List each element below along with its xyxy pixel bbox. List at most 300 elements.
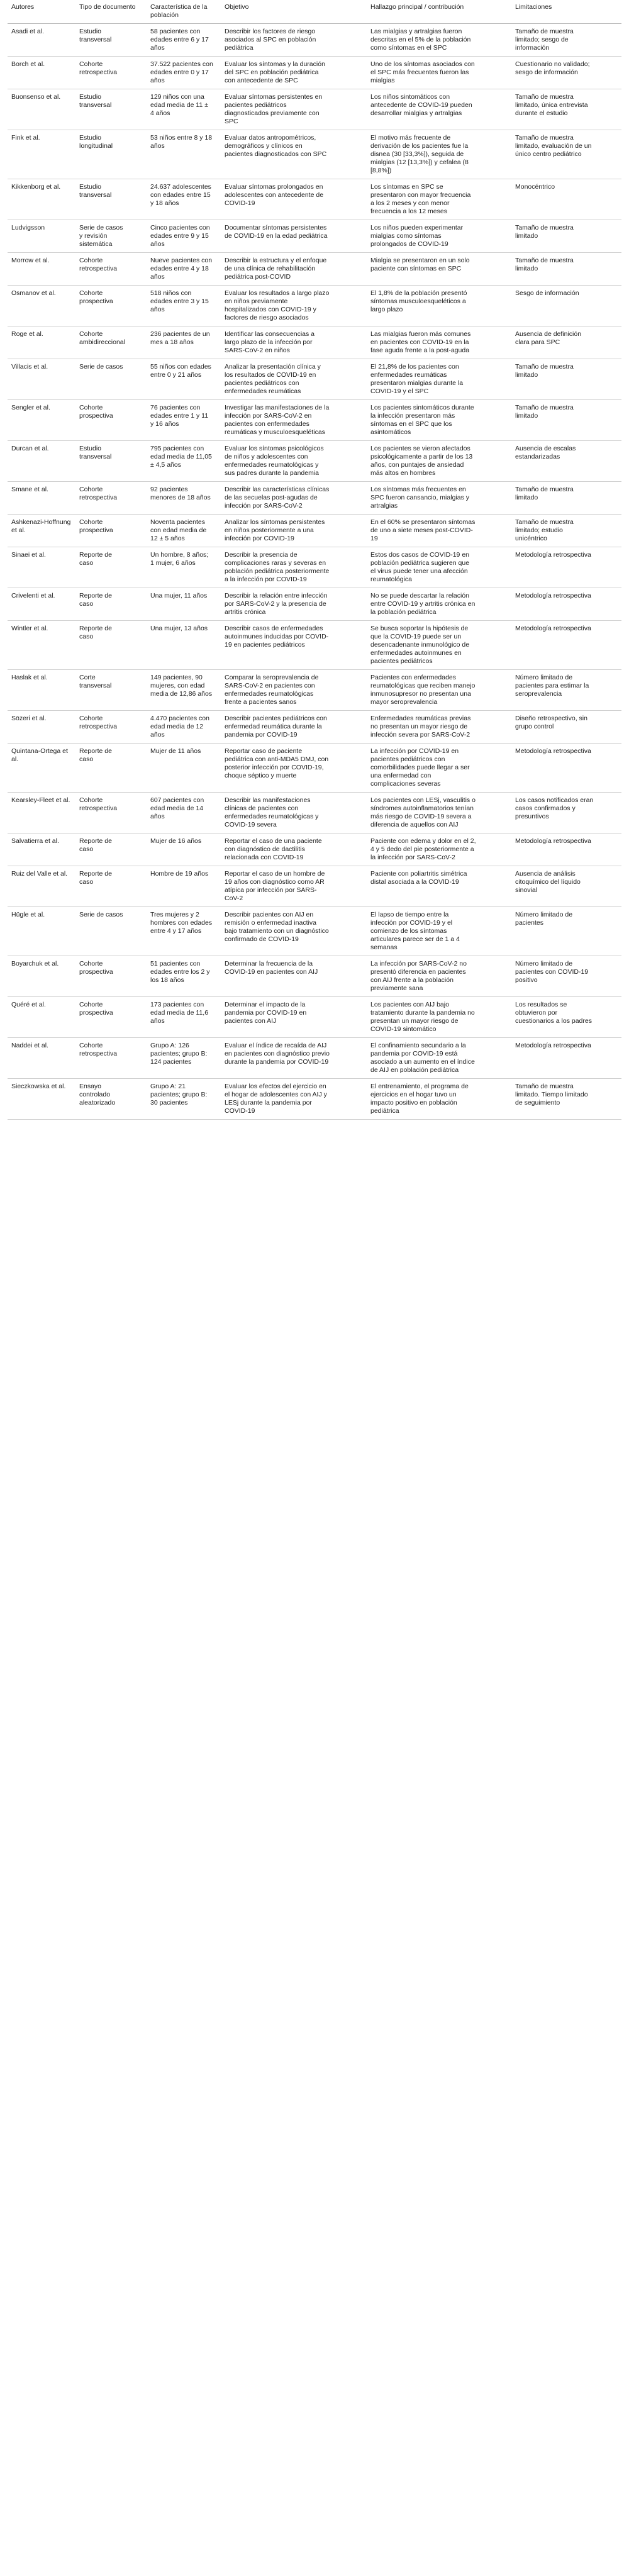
cell-autores xyxy=(8,956,75,997)
cell-poblacion xyxy=(147,744,221,793)
cell-limitaciones xyxy=(511,286,621,326)
cell-autores xyxy=(8,907,75,956)
cell-tipo-documento-text: Cohorte prospectiva xyxy=(79,404,113,420)
table-row xyxy=(8,130,621,179)
cell-limitaciones xyxy=(511,744,621,793)
table-row xyxy=(8,711,621,744)
table-row xyxy=(8,1079,621,1120)
cell-objetivo-text: Determinar el impacto de la pandemia por COVID-19 en pacientes con AIJ xyxy=(225,1001,307,1025)
table-row xyxy=(8,547,621,588)
cell-tipo-documento-text: Reporte de caso xyxy=(79,551,112,567)
cell-tipo-documento xyxy=(75,400,147,441)
header-caracteristica-poblacion: Característica de la población xyxy=(147,0,221,24)
cell-tipo-documento xyxy=(75,441,147,482)
cell-poblacion-text: 55 niños con edades entre 0 y 21 años xyxy=(150,363,211,379)
cell-poblacion-text: 58 pacientes con edades entre 6 y 17 años xyxy=(150,28,209,52)
cell-tipo-documento-text: Cohorte prospectiva xyxy=(79,960,113,976)
cell-poblacion-text: 51 pacientes con edades entre los 2 y los 18 años xyxy=(150,960,210,984)
cell-tipo-documento xyxy=(75,515,147,547)
cell-tipo-documento xyxy=(75,57,147,89)
cell-objetivo-text: Identificar las consecuencias a largo plazo de la infección por SARS-CoV-2 en niños xyxy=(225,330,314,354)
cell-autores-text: Ashkenazi-Hoffnung et al. xyxy=(11,518,71,534)
cell-limitaciones xyxy=(511,1079,621,1120)
cell-hallazgo xyxy=(367,24,511,57)
table-body xyxy=(8,24,621,1120)
table-row xyxy=(8,866,621,907)
cell-objetivo xyxy=(221,621,367,670)
cell-limitaciones xyxy=(511,547,621,588)
cell-tipo-documento-text: Ensayo controlado aleatorizado xyxy=(79,1083,116,1107)
cell-hallazgo xyxy=(367,286,511,326)
cell-objetivo-text: Documentar síntomas persistentes de COVID-19 en la edad pediátrica xyxy=(225,224,328,240)
table-row xyxy=(8,359,621,400)
cell-poblacion-text: 607 pacientes con edad media de 14 años xyxy=(150,796,204,820)
cell-objetivo-text: Investigar las manifestaciones de la infección por SARS-CoV-2 en pacientes con enfermedades reumáticas y musculoesqueléticas xyxy=(225,404,330,436)
cell-tipo-documento xyxy=(75,89,147,130)
cell-poblacion-text: 173 pacientes con edad media de 11,6 años xyxy=(150,1001,209,1025)
cell-tipo-documento-text: Cohorte retrospectiva xyxy=(79,715,118,730)
cell-hallazgo-text: Se busca soportar la hipótesis de que la COVID-19 puede ser un desencadenante inmunológico de enfermedades autoinmunes en pacientes pediátricos xyxy=(370,625,470,665)
cell-limitaciones xyxy=(511,711,621,744)
cell-tipo-documento xyxy=(75,711,147,744)
cell-limitaciones xyxy=(511,1038,621,1079)
cell-autores xyxy=(8,711,75,744)
cell-limitaciones xyxy=(511,57,621,89)
cell-objetivo xyxy=(221,220,367,253)
cell-tipo-documento-text: Estudio transversal xyxy=(79,445,112,460)
cell-objetivo xyxy=(221,326,367,359)
cell-objetivo xyxy=(221,547,367,588)
cell-hallazgo-text: En el 60% se presentaron síntomas de uno a siete meses post-COVID-19 xyxy=(370,518,476,542)
cell-poblacion xyxy=(147,130,221,179)
cell-tipo-documento-text: Cohorte prospectiva xyxy=(79,289,113,305)
cell-tipo-documento xyxy=(75,670,147,711)
header-objetivo: Objetivo xyxy=(221,0,367,24)
cell-objetivo xyxy=(221,179,367,220)
cell-tipo-documento xyxy=(75,834,147,866)
cell-autores xyxy=(8,326,75,359)
cell-autores xyxy=(8,179,75,220)
cell-tipo-documento xyxy=(75,793,147,834)
table-row xyxy=(8,286,621,326)
cell-limitaciones xyxy=(511,907,621,956)
cell-hallazgo xyxy=(367,956,511,997)
cell-autores xyxy=(8,24,75,57)
cell-hallazgo-text: Uno de los síntomas asociados con el SPC más frecuentes fueron las mialgias xyxy=(370,60,475,84)
cell-hallazgo-text: La infección por SARS-CoV-2 no presentó diferencia en pacientes con AIJ frente a la población previamente sana xyxy=(370,960,467,992)
header-row xyxy=(8,0,621,24)
table-row xyxy=(8,1038,621,1079)
cell-hallazgo xyxy=(367,1079,511,1120)
cell-limitaciones xyxy=(511,400,621,441)
cell-autores-text: Salvatierra et al. xyxy=(11,837,59,845)
cell-hallazgo xyxy=(367,793,511,834)
cell-hallazgo xyxy=(367,621,511,670)
cell-objetivo-text: Describir la relación entre infección por SARS-CoV-2 y la presencia de artritis crónica xyxy=(225,592,328,616)
cell-objetivo xyxy=(221,130,367,179)
cell-limitaciones-text: Tamaño de muestra limitado, evaluación de un único centro pediátrico xyxy=(515,134,592,158)
cell-autores xyxy=(8,441,75,482)
cell-objetivo-text: Evaluar los efectos del ejercicio en el hogar de adolescentes con AIJ y LESj durante la pandemia por COVID-19 xyxy=(225,1083,327,1115)
header-tipo-documento: Tipo de documento xyxy=(75,0,147,24)
cell-poblacion xyxy=(147,441,221,482)
cell-autores xyxy=(8,670,75,711)
cell-hallazgo-text: Los pacientes sintomáticos durante la infección presentaron más síntomas en el SPC que los asintomáticos xyxy=(370,404,474,436)
cell-limitaciones-text: Los casos notificados eran casos confirmados y presuntivos xyxy=(515,796,594,820)
cell-poblacion xyxy=(147,220,221,253)
cell-poblacion-text: 795 pacientes con edad media de 11,05 ± 4,5 años xyxy=(150,445,212,469)
cell-tipo-documento-text: Cohorte retrospectiva xyxy=(79,796,118,812)
cell-autores-text: Quéré et al. xyxy=(11,1001,46,1008)
cell-limitaciones-text: Monocéntrico xyxy=(515,183,555,191)
table-row xyxy=(8,400,621,441)
cell-limitaciones xyxy=(511,834,621,866)
cell-autores xyxy=(8,1038,75,1079)
cell-autores-text: Smane et al. xyxy=(11,486,48,493)
cell-objetivo xyxy=(221,400,367,441)
cell-tipo-documento xyxy=(75,326,147,359)
cell-tipo-documento xyxy=(75,359,147,400)
cell-poblacion-text: 149 pacientes, 90 mujeres, con edad media de 12,86 años xyxy=(150,674,213,698)
cell-hallazgo xyxy=(367,744,511,793)
cell-limitaciones xyxy=(511,130,621,179)
table-row xyxy=(8,621,621,670)
cell-hallazgo xyxy=(367,670,511,711)
table-row xyxy=(8,89,621,130)
cell-poblacion-text: 76 pacientes con edades entre 1 y 11 y 16 años xyxy=(150,404,209,428)
cell-limitaciones-text: Tamaño de muestra limitado, única entrevista durante el estudio xyxy=(515,93,588,117)
cell-limitaciones-text: Metodología retrospectiva xyxy=(515,625,591,632)
cell-hallazgo xyxy=(367,547,511,588)
cell-objetivo-text: Evaluar los síntomas psicológicos de niños y adolescentes con enfermedades reumatológicas y sus padres durante la pandemia xyxy=(225,445,324,477)
cell-tipo-documento xyxy=(75,866,147,907)
cell-autores-text: Sözeri et al. xyxy=(11,715,47,722)
cell-poblacion-text: 129 niños con una edad media de 11 ± 4 años xyxy=(150,93,208,117)
cell-objetivo xyxy=(221,866,367,907)
cell-hallazgo-text: Los niños pueden experimentar mialgias como síntomas prolongados de COVID-19 xyxy=(370,224,464,248)
cell-limitaciones-text: Metodología retrospectiva xyxy=(515,551,591,559)
cell-limitaciones-text: Diseño retrospectivo, sin grupo control xyxy=(515,715,587,730)
cell-hallazgo-text: El entrenamiento, el programa de ejercicios en el hogar tuvo un impacto positivo en población pediátrica xyxy=(370,1083,469,1115)
cell-limitaciones xyxy=(511,866,621,907)
table-row xyxy=(8,441,621,482)
cell-limitaciones xyxy=(511,359,621,400)
table-row xyxy=(8,24,621,57)
cell-poblacion xyxy=(147,907,221,956)
cell-objetivo xyxy=(221,793,367,834)
cell-autores xyxy=(8,744,75,793)
cell-hallazgo-text: La infección por COVID-19 en pacientes pediátricos con comorbilidades puede llegar a ser una enfermedad con complicaciones severas xyxy=(370,747,470,788)
cell-tipo-documento-text: Cohorte retrospectiva xyxy=(79,1042,118,1057)
cell-objetivo xyxy=(221,515,367,547)
cell-poblacion xyxy=(147,956,221,997)
cell-limitaciones-text: Metodología retrospectiva xyxy=(515,1042,591,1049)
cell-hallazgo xyxy=(367,515,511,547)
cell-poblacion xyxy=(147,793,221,834)
table-row xyxy=(8,997,621,1038)
cell-limitaciones-text: Metodología retrospectiva xyxy=(515,837,591,845)
cell-autores xyxy=(8,793,75,834)
cell-objetivo xyxy=(221,997,367,1038)
cell-tipo-documento-text: Serie de casos y revisión sistemática xyxy=(79,224,123,248)
cell-objetivo xyxy=(221,711,367,744)
cell-limitaciones-text: Ausencia de definición clara para SPC xyxy=(515,330,582,346)
table-row xyxy=(8,670,621,711)
cell-autores xyxy=(8,547,75,588)
cell-autores-text: Quintana-Ortega et al. xyxy=(11,747,68,763)
table-row xyxy=(8,744,621,793)
cell-objetivo-text: Describir los factores de riesgo asociados al SPC en población pediátrica xyxy=(225,28,316,52)
cell-objetivo xyxy=(221,1079,367,1120)
cell-limitaciones xyxy=(511,670,621,711)
cell-objetivo-text: Analizar los síntomas persistentes en niños posteriormente a una infección por COVID-19 xyxy=(225,518,325,542)
studies-table xyxy=(8,0,621,1120)
cell-objetivo xyxy=(221,89,367,130)
cell-autores xyxy=(8,866,75,907)
cell-hallazgo xyxy=(367,1038,511,1079)
cell-limitaciones-text: Sesgo de información xyxy=(515,289,579,297)
cell-hallazgo-text: El motivo más frecuente de derivación de los pacientes fue la disnea (30 [33,3%]), seguida de mialgias (12 [13,3%]) y cefalea (8 [8,8%]) xyxy=(370,134,469,174)
cell-objetivo-text: Describir la presencia de complicaciones raras y severas en población pediátrica posteriormente a la infección por COVID-19 xyxy=(225,551,330,583)
cell-hallazgo xyxy=(367,482,511,515)
cell-limitaciones-text: Los resultados se obtuvieron por cuestionarios a los padres xyxy=(515,1001,592,1025)
cell-tipo-documento xyxy=(75,956,147,997)
cell-limitaciones xyxy=(511,793,621,834)
cell-tipo-documento-text: Cohorte retrospectiva xyxy=(79,60,118,76)
cell-autores xyxy=(8,621,75,670)
cell-objetivo xyxy=(221,956,367,997)
cell-objetivo xyxy=(221,907,367,956)
cell-autores-text: Crivelenti et al. xyxy=(11,592,55,599)
cell-poblacion xyxy=(147,670,221,711)
cell-tipo-documento-text: Cohorte prospectiva xyxy=(79,518,113,534)
table-row xyxy=(8,57,621,89)
cell-tipo-documento-text: Reporte de caso xyxy=(79,837,112,853)
cell-objetivo-text: Analizar la presentación clínica y los resultados de COVID-19 en pacientes pediátricos con enfermedades reumáticas xyxy=(225,363,321,395)
table-row xyxy=(8,179,621,220)
cell-tipo-documento-text: Reporte de caso xyxy=(79,625,112,640)
cell-limitaciones xyxy=(511,956,621,997)
cell-hallazgo xyxy=(367,253,511,286)
cell-tipo-documento xyxy=(75,253,147,286)
cell-autores xyxy=(8,588,75,621)
cell-objetivo-text: Describir las características clínicas de las secuelas post-agudas de infección por SARS-CoV-2 xyxy=(225,486,330,510)
cell-limitaciones-text: Tamaño de muestra limitado xyxy=(515,224,574,240)
cell-poblacion-text: Grupo A: 126 pacientes; grupo B: 124 pacientes xyxy=(150,1042,208,1066)
cell-tipo-documento xyxy=(75,547,147,588)
cell-objetivo xyxy=(221,441,367,482)
cell-tipo-documento xyxy=(75,130,147,179)
cell-limitaciones-text: Ausencia de análisis citoquímico del líquido sinovial xyxy=(515,870,581,894)
cell-autores-text: Boyarchuk et al. xyxy=(11,960,59,967)
cell-poblacion-text: Nueve pacientes con edades entre 4 y 18 años xyxy=(150,257,213,281)
cell-autores-text: Buonsenso et al. xyxy=(11,93,61,101)
cell-hallazgo xyxy=(367,866,511,907)
cell-tipo-documento-text: Reporte de caso xyxy=(79,870,112,886)
cell-poblacion-text: Hombre de 19 años xyxy=(150,870,209,878)
cell-objetivo-text: Reportar el caso de un hombre de 19 años con diagnóstico como AR atípica por infección por SARS-CoV-2 xyxy=(225,870,325,902)
cell-tipo-documento xyxy=(75,997,147,1038)
cell-autores xyxy=(8,400,75,441)
cell-hallazgo xyxy=(367,220,511,253)
cell-hallazgo-text: Los pacientes con LESj, vasculitis o síndromes autoinflamatorios tenían más riesgo de COVID-19 severa a diferencia de aquellos con AIJ xyxy=(370,796,476,828)
cell-hallazgo xyxy=(367,907,511,956)
cell-poblacion xyxy=(147,400,221,441)
cell-limitaciones xyxy=(511,326,621,359)
cell-hallazgo xyxy=(367,711,511,744)
cell-objetivo-text: Evaluar síntomas prolongados en adolescentes con antecedente de COVID-19 xyxy=(225,183,324,207)
cell-tipo-documento-text: Cohorte retrospectiva xyxy=(79,257,118,272)
cell-objetivo-text: Describir pacientes pediátricos con enfermedad reumática durante la pandemia por COVID-19 xyxy=(225,715,327,739)
cell-limitaciones-text: Tamaño de muestra limitado; sesgo de información xyxy=(515,28,574,52)
cell-poblacion-text: 518 niños con edades entre 3 y 15 años xyxy=(150,289,209,313)
cell-limitaciones xyxy=(511,179,621,220)
cell-tipo-documento-text: Cohorte retrospectiva xyxy=(79,486,118,501)
cell-objetivo xyxy=(221,57,367,89)
header-limitaciones: Limitaciones xyxy=(511,0,621,24)
cell-poblacion xyxy=(147,997,221,1038)
cell-autores-text: Sengler et al. xyxy=(11,404,50,411)
header-hallazgo: Hallazgo principal / contribución xyxy=(367,0,511,24)
cell-hallazgo xyxy=(367,179,511,220)
cell-poblacion-text: 37.522 pacientes con edades entre 0 y 17 años xyxy=(150,60,213,84)
cell-poblacion xyxy=(147,866,221,907)
cell-poblacion-text: 92 pacientes menores de 18 años xyxy=(150,486,211,501)
cell-hallazgo-text: Los pacientes se vieron afectados psicológicamente a partir de los 13 años, con puntajes de ansiedad más altos en hombres xyxy=(370,445,473,477)
cell-poblacion xyxy=(147,588,221,621)
cell-objetivo-text: Reportar caso de paciente pediátrica con anti-MDA5 DMJ, con posterior infección por COVID-19, choque séptico y muerte xyxy=(225,747,329,779)
cell-hallazgo-text: Los niños sintomáticos con antecedente de COVID-19 pueden desarrollar mialgias y artralgias xyxy=(370,93,472,117)
cell-autores xyxy=(8,1079,75,1120)
table-header xyxy=(8,0,621,24)
cell-hallazgo xyxy=(367,57,511,89)
cell-limitaciones-text: Tamaño de muestra limitado xyxy=(515,363,574,379)
cell-tipo-documento-text: Estudio transversal xyxy=(79,93,112,109)
cell-hallazgo-text: Mialgia se presentaron en un solo paciente con síntomas en SPC xyxy=(370,257,470,272)
cell-hallazgo xyxy=(367,441,511,482)
cell-objetivo xyxy=(221,359,367,400)
cell-poblacion xyxy=(147,834,221,866)
cell-poblacion xyxy=(147,57,221,89)
cell-limitaciones-text: Tamaño de muestra limitado xyxy=(515,486,574,501)
cell-poblacion-text: Una mujer, 11 años xyxy=(150,592,208,599)
cell-hallazgo xyxy=(367,400,511,441)
cell-hallazgo-text: Los síntomas más frecuentes en SPC fueron cansancio, mialgias y artralgias xyxy=(370,486,469,510)
cell-poblacion xyxy=(147,286,221,326)
cell-tipo-documento-text: Corte transversal xyxy=(79,674,112,689)
cell-poblacion-text: 24.637 adolescentes con edades entre 15 y 18 años xyxy=(150,183,211,207)
cell-limitaciones xyxy=(511,588,621,621)
cell-poblacion-text: Mujer de 16 años xyxy=(150,837,202,845)
cell-hallazgo-text: No se puede descartar la relación entre COVID-19 y artritis crónica en la población pediátrica xyxy=(370,592,476,616)
cell-autores xyxy=(8,997,75,1038)
cell-poblacion xyxy=(147,89,221,130)
cell-autores-text: Sinaei et al. xyxy=(11,551,46,559)
cell-poblacion xyxy=(147,179,221,220)
cell-objetivo-text: Evaluar los síntomas y la duración del SPC en población pediátrica con antecedente de SPC xyxy=(225,60,325,84)
cell-tipo-documento xyxy=(75,179,147,220)
cell-limitaciones xyxy=(511,997,621,1038)
cell-poblacion xyxy=(147,482,221,515)
cell-tipo-documento-text: Serie de casos xyxy=(79,363,123,371)
cell-poblacion-text: Un hombre, 8 años; 1 mujer, 6 años xyxy=(150,551,209,567)
cell-poblacion xyxy=(147,1038,221,1079)
cell-autores xyxy=(8,515,75,547)
cell-objetivo xyxy=(221,744,367,793)
cell-hallazgo xyxy=(367,588,511,621)
cell-tipo-documento xyxy=(75,621,147,670)
cell-limitaciones-text: Metodología retrospectiva xyxy=(515,592,591,599)
cell-hallazgo-text: Paciente con edema y dolor en el 2, 4 y 5 dedo del pie posteriormente a la infección por SARS-CoV-2 xyxy=(370,837,476,861)
cell-autores-text: Hügle et al. xyxy=(11,911,45,918)
cell-tipo-documento xyxy=(75,907,147,956)
cell-objetivo-text: Reportar el caso de una paciente con diagnóstico de dactilitis relacionada con COVID-19 xyxy=(225,837,322,861)
cell-autores-text: Durcan et al. xyxy=(11,445,49,452)
cell-limitaciones-text: Número limitado de pacientes con COVID-19 positivo xyxy=(515,960,589,984)
cell-tipo-documento xyxy=(75,1079,147,1120)
table-row xyxy=(8,956,621,997)
cell-objetivo xyxy=(221,482,367,515)
cell-tipo-documento-text: Cohorte ambidireccional xyxy=(79,330,125,346)
cell-autores-text: Ludvigsson xyxy=(11,224,45,231)
cell-autores-text: Fink et al. xyxy=(11,134,40,142)
cell-tipo-documento xyxy=(75,1038,147,1079)
cell-poblacion-text: Una mujer, 13 años xyxy=(150,625,208,632)
cell-hallazgo-text: Estos dos casos de COVID-19 en población pediátrica sugieren que el virus puede tener una afección reumatológica xyxy=(370,551,470,583)
cell-hallazgo-text: Los pacientes con AIJ bajo tratamiento durante la pandemia no presentan un mayor riesgo de COVID-19 sintomático xyxy=(370,1001,475,1033)
cell-objetivo-text: Evaluar síntomas persistentes en pacientes pediátricos diagnosticados previamente con SPC xyxy=(225,93,323,125)
cell-objetivo-text: Describir las manifestaciones clínicas de pacientes con enfermedades reumatológicas y COVID-19 severa xyxy=(225,796,319,828)
cell-poblacion xyxy=(147,621,221,670)
cell-poblacion-text: 53 niños entre 8 y 18 años xyxy=(150,134,213,150)
cell-objetivo xyxy=(221,253,367,286)
cell-limitaciones xyxy=(511,24,621,57)
cell-poblacion xyxy=(147,547,221,588)
cell-autores-text: Haslak et al. xyxy=(11,674,48,681)
cell-autores-text: Kearsley-Fleet et al. xyxy=(11,796,70,804)
cell-hallazgo xyxy=(367,130,511,179)
cell-hallazgo-text: Enfermedades reumáticas previas no presentan un mayor riesgo de infección severa por SARS-CoV-2 xyxy=(370,715,471,739)
cell-hallazgo-text: El lapso de tiempo entre la infección por COVID-19 y el comienzo de los síntomas articulares parece ser de 1 a 4 semanas xyxy=(370,911,460,951)
cell-objetivo xyxy=(221,670,367,711)
cell-autores-text: Roge et al. xyxy=(11,330,43,338)
cell-limitaciones xyxy=(511,621,621,670)
cell-autores-text: Osmanov et al. xyxy=(11,289,56,297)
cell-poblacion xyxy=(147,253,221,286)
table-row xyxy=(8,482,621,515)
cell-autores xyxy=(8,482,75,515)
cell-objetivo-text: Determinar la frecuencia de la COVID-19 en pacientes con AIJ xyxy=(225,960,318,976)
cell-autores xyxy=(8,57,75,89)
cell-limitaciones-text: Ausencia de escalas estandarizadas xyxy=(515,445,576,460)
cell-limitaciones xyxy=(511,253,621,286)
cell-poblacion-text: Cinco pacientes con edades entre 9 y 15 años xyxy=(150,224,210,248)
cell-poblacion-text: Noventa pacientes con edad media de 12 ± 5 años xyxy=(150,518,207,542)
cell-tipo-documento xyxy=(75,220,147,253)
table-row xyxy=(8,588,621,621)
cell-tipo-documento xyxy=(75,286,147,326)
table-row xyxy=(8,907,621,956)
cell-autores-text: Asadi et al. xyxy=(11,28,44,35)
cell-limitaciones xyxy=(511,89,621,130)
cell-poblacion xyxy=(147,24,221,57)
table-row xyxy=(8,326,621,359)
cell-poblacion xyxy=(147,515,221,547)
cell-objetivo xyxy=(221,588,367,621)
cell-autores-text: Morrow et al. xyxy=(11,257,50,264)
cell-hallazgo xyxy=(367,326,511,359)
cell-tipo-documento xyxy=(75,24,147,57)
